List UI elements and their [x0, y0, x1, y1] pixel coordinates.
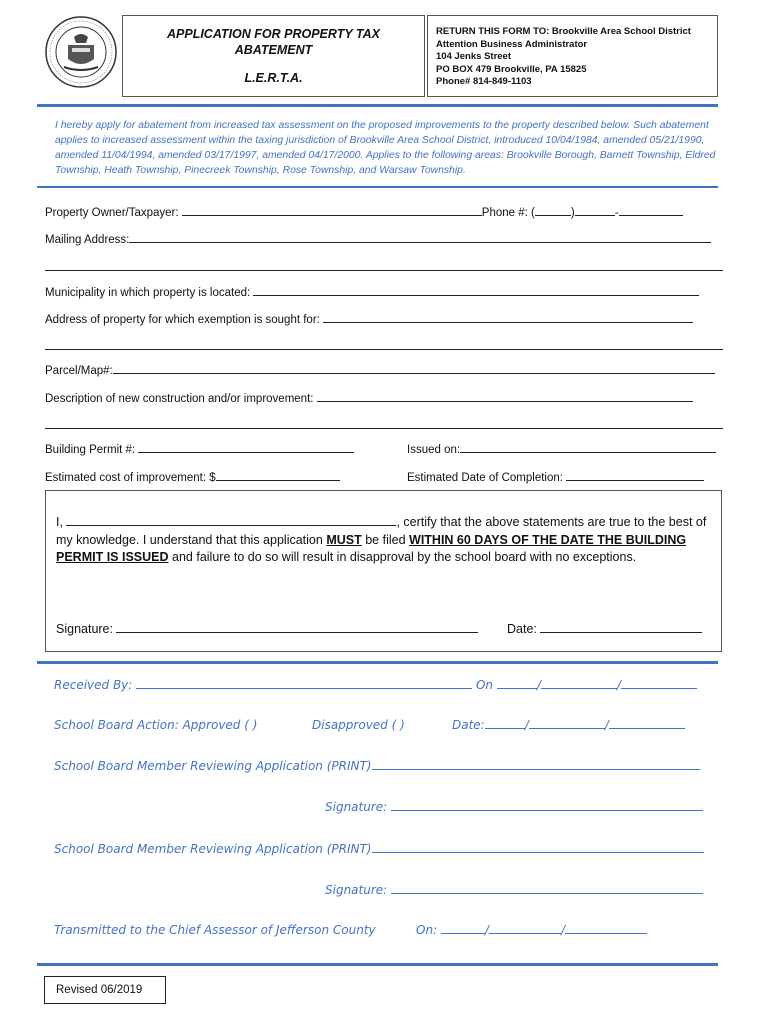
cert-signature-label: Signature: — [56, 622, 113, 636]
owner-input[interactable] — [182, 205, 482, 216]
municipality-label: Municipality in which property is located: — [45, 287, 251, 299]
cert-deadline: WITHIN 60 DAYS OF THE DATE THE BUILDING PERMIT IS ISSUED — [56, 532, 687, 564]
cert-text-2: be filed — [365, 532, 406, 547]
transmitted-day-input[interactable] — [489, 923, 561, 934]
return-line: RETURN THIS FORM TO: Brookville Area School District — [436, 26, 691, 37]
divider — [37, 104, 718, 107]
form-subtitle: L.E.R.T.A. — [244, 71, 303, 85]
signature1-label: Signature: — [325, 800, 388, 814]
phone-dash: - — [614, 207, 619, 219]
mailing-field — [45, 232, 711, 246]
permit-input[interactable] — [138, 442, 354, 453]
signature1-field — [325, 800, 703, 814]
received-by-field — [54, 678, 697, 692]
member2-label: School Board Member Reviewing Application (PRINT) — [54, 842, 372, 856]
address-input-line2[interactable] — [45, 349, 723, 350]
form-title: APPLICATION FOR PROPERTY TAX — [167, 27, 380, 41]
return-line: PO BOX 479 Brookville, PA 15825 — [436, 63, 587, 75]
description-input[interactable] — [317, 391, 693, 402]
disapproved-checkbox[interactable]: Disapproved ( ) — [312, 718, 405, 732]
slash: / — [484, 923, 489, 937]
municipality-input[interactable] — [253, 285, 699, 296]
cert-date-field — [507, 622, 702, 636]
member2-field — [54, 842, 704, 856]
member2-input[interactable] — [372, 842, 704, 853]
issued-input[interactable] — [460, 442, 716, 453]
address-label: Address of property for which exemption is sought for: — [45, 314, 320, 326]
parcel-label: Parcel/Map#: — [45, 365, 113, 377]
slash: / — [604, 718, 609, 732]
permit-label: Building Permit #: — [45, 444, 136, 456]
phone-number-input[interactable] — [619, 205, 683, 216]
transmitted-date-field — [416, 923, 647, 937]
description-field — [45, 391, 693, 405]
revision-label: Revised 06/2019 — [44, 976, 166, 1004]
permit-field — [45, 442, 354, 456]
signature2-input[interactable] — [391, 883, 703, 894]
cert-date-input[interactable] — [540, 622, 702, 633]
transmitted-year-input[interactable] — [565, 923, 647, 934]
owner-field — [45, 205, 683, 219]
action-month-input[interactable] — [485, 718, 525, 729]
cost-field — [45, 470, 340, 484]
slash: / — [524, 718, 529, 732]
action-date-label: Date: — [452, 718, 485, 732]
form-title-line2: ABATEMENT — [234, 43, 313, 57]
member1-label: School Board Member Reviewing Application (PRINT) — [54, 759, 372, 773]
owner-label: Property Owner/Taxpayer: — [45, 207, 179, 219]
cert-text-1: , certify that the above statements are true to the best of my knowledge. I understand that this application — [56, 515, 707, 547]
approved-checkbox[interactable]: School Board Action: Approved ( ) — [54, 718, 258, 732]
intro-paragraph: I hereby apply for abatement from increased tax assessment on the proposed improvements to the property described below. Such abatement applies to increased assessment within the taxing jurisdiction of Brookville Area School District, introduced 10/04/1984, amended 05/21/1990, amended 11/04/1994, amended 03/17/1997, amended 04/17/2000. Applies to the following areas: Brookville Borough, Barnett Township, Eldred Township, Heath Township, Pinecreek Township, Rose Township, and Warsaw Township. — [55, 120, 716, 176]
transmitted-field — [54, 923, 376, 937]
mailing-input[interactable] — [129, 232, 711, 243]
cert-i: I, — [56, 515, 63, 529]
cert-date-label: Date: — [507, 622, 537, 636]
form-title-box — [122, 15, 425, 97]
received-by-input[interactable] — [136, 678, 472, 689]
phone-label: Phone #: ( — [481, 207, 535, 219]
certifier-name-input[interactable] — [66, 515, 396, 526]
return-line: Phone# 814-849-1103 — [436, 76, 532, 87]
mailing-input-line2[interactable] — [45, 270, 723, 271]
completion-input[interactable] — [566, 470, 704, 481]
issued-field — [407, 442, 716, 456]
phone-paren: ) — [570, 207, 575, 219]
member1-field — [54, 759, 700, 773]
slash: / — [560, 923, 566, 937]
divider — [37, 661, 718, 664]
cost-input[interactable] — [216, 470, 340, 481]
cert-signature-field — [56, 622, 478, 636]
cert-text-3: and failure to do so will result in disapproval by the school board with no exceptions. — [172, 550, 637, 564]
divider — [37, 963, 718, 966]
disapproved-field — [312, 718, 405, 732]
received-by-label: Received By: — [54, 678, 133, 692]
member1-input[interactable] — [372, 759, 700, 770]
signature1-input[interactable] — [391, 800, 703, 811]
slash: / — [616, 678, 621, 692]
parcel-field — [45, 363, 715, 377]
received-on-label: On — [475, 678, 494, 692]
board-action-field — [54, 718, 257, 732]
address-field — [45, 312, 693, 326]
issued-label: Issued on: — [407, 444, 461, 456]
divider — [37, 186, 718, 188]
cert-must: MUST — [326, 532, 362, 547]
cost-label: Estimated cost of improvement: $ — [45, 472, 216, 484]
return-line: 104 Jenks Street — [436, 51, 511, 62]
parcel-input[interactable] — [113, 363, 715, 374]
pennsylvania-seal-icon — [44, 15, 118, 89]
return-line: Attention Business Administrator — [436, 38, 588, 50]
return-address-box — [427, 15, 718, 97]
certification-statement — [56, 514, 712, 567]
description-input-line2[interactable] — [45, 428, 723, 429]
description-label: Description of new construction and/or improvement: — [45, 393, 314, 405]
action-date-field — [452, 718, 685, 732]
slash: / — [536, 678, 541, 692]
received-month-input[interactable] — [497, 678, 537, 689]
transmitted-on-label: On: — [416, 923, 438, 937]
transmitted-label: Transmitted to the Chief Assessor of Jefferson County — [54, 923, 376, 937]
received-day-input[interactable] — [541, 678, 617, 689]
cert-signature-input[interactable] — [116, 622, 478, 633]
signature2-field — [325, 883, 703, 897]
phone-area-input[interactable] — [535, 205, 571, 216]
action-day-input[interactable] — [529, 718, 605, 729]
signature2-label: Signature: — [325, 883, 388, 897]
completion-field — [407, 470, 704, 484]
address-input[interactable] — [323, 312, 693, 323]
completion-label: Estimated Date of Completion: — [407, 472, 563, 484]
action-year-input[interactable] — [609, 718, 685, 729]
municipality-field — [45, 285, 699, 299]
received-year-input[interactable] — [621, 678, 697, 689]
phone-prefix-input[interactable] — [575, 205, 615, 216]
mailing-label: Mailing Address: — [45, 234, 130, 246]
transmitted-month-input[interactable] — [441, 923, 485, 934]
